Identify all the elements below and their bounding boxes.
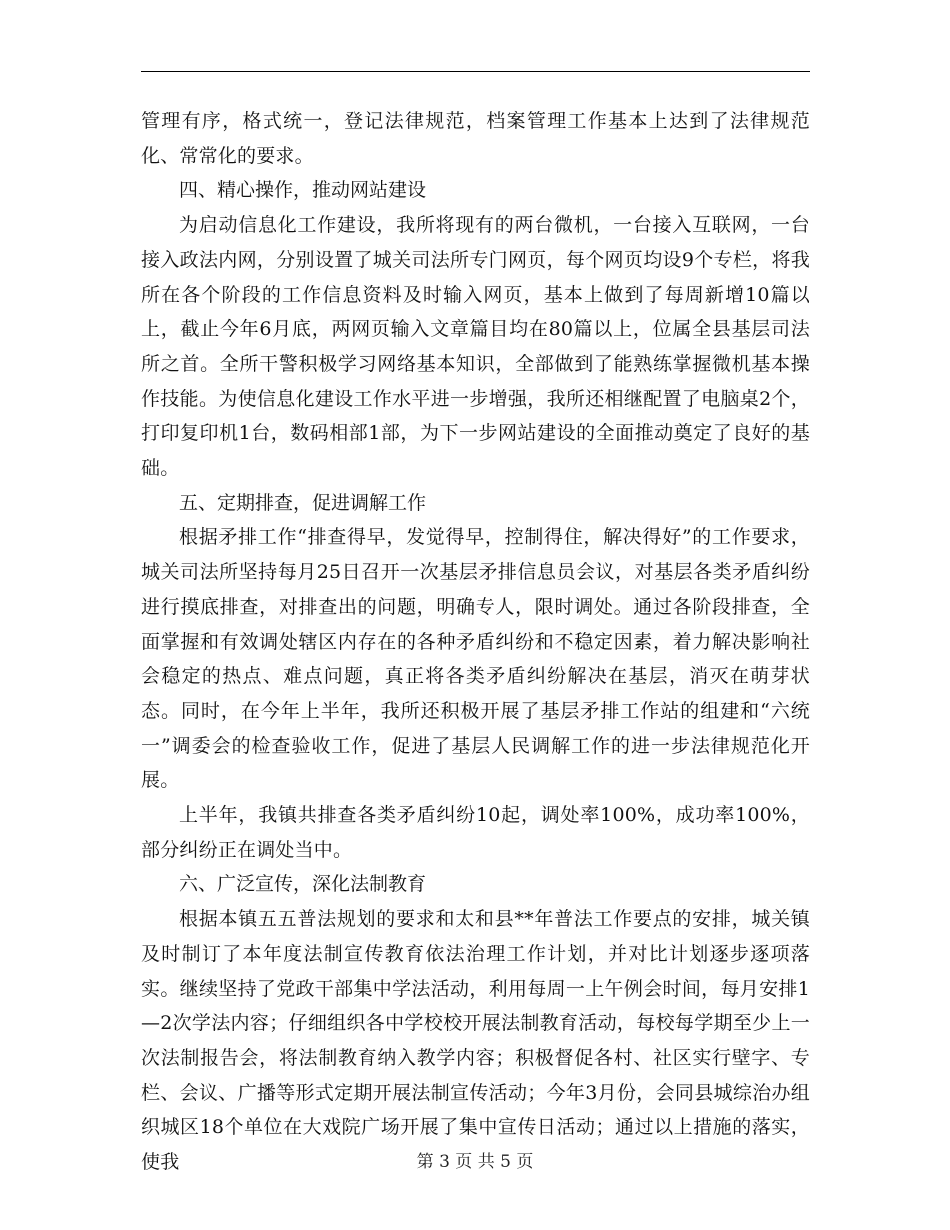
section-heading-5: 五、定期排查，促进调解工作 <box>179 491 427 514</box>
paragraph-mediation-stats: 上半年，我镇共排查各类矛盾纠纷10起，调处率100%，成功率100%，部分纠纷正在调处当中。 <box>141 804 810 861</box>
section-heading-6: 六、广泛宣传，深化法制教育 <box>179 873 427 896</box>
paragraph-legal-education: 根据本镇五五普法规划的要求和太和县**年普法工作要点的安排，城关镇及时制订了本年度法制宣传教育依法治理工作计划，并对比计划逐步逐项落实。继续坚持了党政干部集中学法活动，利用每周一上午例会时间，每月安排1—2次学法内容；仔细组织各中学校校开展法制教育活动，每校每学期至少上一次法制报告会，将法制教育纳入教学内容；积极督促各村、社区实行壁字、专栏、会议、广播等形式定期开展法制宣传活动；今年3月份，会同县城综治办组织城区18个单位在大戏院广场开展了集中宣传日活动；通过以上措施的落实，使我 <box>141 908 810 1174</box>
header-rule <box>141 71 810 72</box>
paragraph-website: 为启动信息化工作建设，我所将现有的两台微机，一台接入互联网，一台接入政法内网，分别设置了城关司法所专门网页，每个网页均设9个专栏，将我所在各个阶段的工作信息资料及时输入网页，基本上做到了每周新增10篇以上，截止今年6月底，两网页输入文章篇目均在80篇以上，位属全县基层司法所之首。全所干警积极学习网络基本知识，全部做到了能熟练掌握微机基本操作技能。为使信息化建设工作水平进一步增强，我所还相继配置了电脑桌2个，打印复印机1台，数码相部1部，为下一步网站建设的全面推动奠定了良好的基础。 <box>141 214 810 480</box>
section-heading-4: 四、精心操作，推动网站建设 <box>179 179 427 202</box>
page-number-footer: 第 3 页 共 5 页 <box>416 1152 534 1172</box>
document-body <box>141 104 810 1180</box>
paragraph-mediation: 根据矛排工作“排查得早，发觉得早，控制得住，解决得好”的工作要求，城关司法所坚持每月25日召开一次基层矛排信息员会议，对基层各类矛盾纠纷进行摸底排查，对排查出的问题，明确专人，限时调处。通过各阶段排查，全面掌握和有效调处辖区内存在的各种矛盾纠纷和不稳定因素，着力解决影响社会稳定的热点、难点问题，真正将各类矛盾纠纷解决在基层，消灭在萌芽状态。同时，在今年上半年，我所还积极开展了基层矛排工作站的组建和“六统一”调委会的检查验收工作，促进了基层人民调解工作的进一步法律规范化开展。 <box>141 526 810 792</box>
paragraph-continuation: 管理有序，格式统一，登记法律规范，档案管理工作基本上达到了法律规范化、常常化的要求。 <box>141 110 810 167</box>
